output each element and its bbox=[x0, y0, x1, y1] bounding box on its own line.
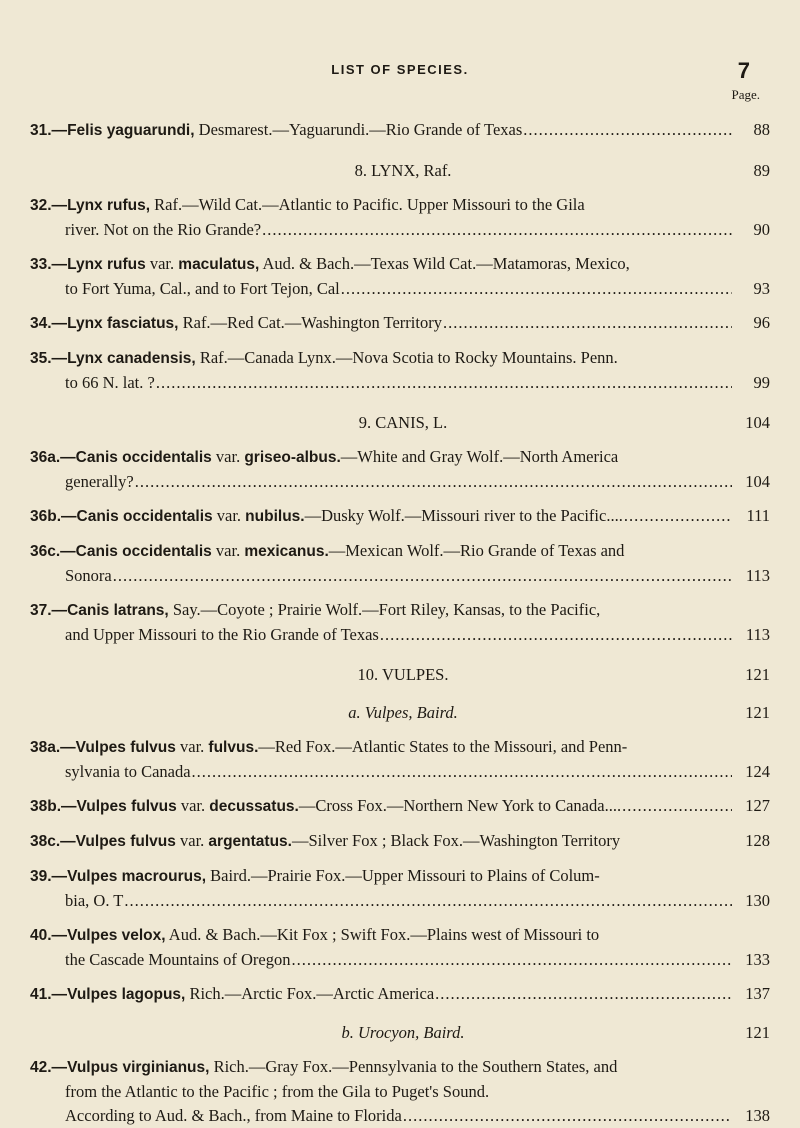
variety-name: nubilus. bbox=[245, 508, 305, 525]
species-number: 32.— bbox=[30, 197, 68, 214]
species-entry bbox=[30, 346, 770, 395]
variety-name: maculatus, bbox=[178, 256, 260, 273]
scientific-name: Canis occidentalis bbox=[75, 543, 212, 560]
entry-description: Raf.—Canada Lynx.—Nova Scotia to Rocky Mountains. Penn. bbox=[195, 348, 618, 367]
entry-line bbox=[30, 598, 770, 623]
leader-dots bbox=[341, 277, 732, 301]
leader-dots bbox=[113, 564, 732, 588]
species-number: 38a.— bbox=[30, 739, 76, 756]
leader-dots bbox=[403, 1104, 732, 1128]
entry-description: Raf.—Wild Cat.—Atlantic to Pacific. Upper Missouri to the Gila bbox=[150, 195, 585, 214]
entry-line bbox=[30, 923, 770, 948]
scientific-name: Canis occidentalis bbox=[75, 449, 212, 466]
entry-line bbox=[30, 564, 770, 588]
species-entry bbox=[30, 193, 770, 242]
entry-description: —Dusky Wolf.—Missouri river to the Pacific.... bbox=[304, 506, 623, 525]
heading-label: a. Vulpes, Baird. bbox=[348, 703, 458, 722]
page-ref: 133 bbox=[745, 950, 770, 969]
entry-description: Aud. & Bach.—Texas Wild Cat.—Matamoras, Mexico, bbox=[259, 254, 630, 273]
variety-name: griseo-albus. bbox=[244, 449, 341, 466]
entry-line bbox=[30, 118, 770, 143]
entry-text bbox=[65, 623, 379, 647]
page-ref: 128 bbox=[745, 831, 770, 850]
genus-heading bbox=[30, 159, 770, 183]
entry-description: bia, O. T bbox=[65, 891, 124, 910]
species-number: 40.— bbox=[30, 927, 68, 944]
heading-label: 8. LYNX, Raf. bbox=[354, 161, 452, 180]
page-ref: 121 bbox=[745, 1023, 770, 1042]
page-column-label: Page. bbox=[731, 87, 760, 102]
species-entry bbox=[30, 311, 770, 336]
scientific-name: Canis occidentalis bbox=[76, 508, 213, 525]
leader-dots bbox=[622, 794, 732, 818]
entry-text bbox=[65, 218, 261, 242]
species-number: 36a.— bbox=[30, 449, 76, 466]
leader-dots bbox=[624, 504, 732, 528]
entry-description: —Cross Fox.—Northern New York to Canada.... bbox=[298, 796, 622, 815]
entry-line bbox=[30, 948, 770, 972]
page-ref: 130 bbox=[745, 891, 770, 910]
genus-heading bbox=[30, 663, 770, 687]
species-number: 36c.— bbox=[30, 543, 76, 560]
entry-description: sylvania to Canada bbox=[65, 762, 191, 781]
page-ref: 111 bbox=[746, 506, 770, 525]
leader-dots bbox=[380, 623, 732, 647]
variety-marker: var. bbox=[175, 831, 209, 850]
entry-line bbox=[30, 277, 770, 301]
page-number: 7 bbox=[737, 58, 750, 83]
entry-description: —Mexican Wolf.—Rio Grande of Texas and bbox=[328, 541, 625, 560]
scientific-name: Vulpes lagopus, bbox=[67, 986, 186, 1003]
heading-label: 9. CANIS, L. bbox=[358, 413, 448, 432]
species-number: 38c.— bbox=[30, 833, 76, 850]
species-number: 38b.— bbox=[30, 798, 77, 815]
entry-description: from the Atlantic to the Pacific ; from the Gila to Puget's Sound. bbox=[65, 1082, 490, 1101]
entry-description: —Red Fox.—Atlantic States to the Missouri, and Penn- bbox=[258, 737, 628, 756]
entry-text bbox=[30, 829, 620, 854]
entry-line bbox=[30, 504, 770, 529]
species-entry bbox=[30, 864, 770, 913]
species-entry bbox=[30, 445, 770, 494]
entry-description: Raf.—Red Cat.—Washington Territory bbox=[178, 313, 442, 332]
variety-marker: var. bbox=[212, 506, 246, 525]
variety-name: argentatus. bbox=[208, 833, 292, 850]
entry-description: generally? bbox=[65, 472, 134, 491]
species-entry bbox=[30, 794, 770, 819]
page-ref: 99 bbox=[753, 373, 770, 392]
entry-line bbox=[30, 760, 770, 784]
species-entry bbox=[30, 118, 770, 143]
scientific-name: Felis yaguarundi, bbox=[67, 122, 195, 139]
subgenus-heading bbox=[30, 701, 770, 725]
species-number: 31.— bbox=[30, 122, 68, 139]
variety-name: decussatus. bbox=[209, 798, 299, 815]
heading-label: b. Urocyon, Baird. bbox=[341, 1023, 465, 1042]
variety-marker: var. bbox=[175, 737, 209, 756]
species-entry bbox=[30, 735, 770, 784]
species-number: 33.— bbox=[30, 256, 68, 273]
entry-text bbox=[65, 948, 290, 972]
entry-description: According to Aud. & Bach., from Maine to Florida bbox=[65, 1106, 402, 1125]
variety-marker: var. bbox=[211, 447, 245, 466]
page-ref: 104 bbox=[745, 413, 770, 432]
entry-line bbox=[30, 864, 770, 889]
scientific-name: Lynx canadensis, bbox=[67, 350, 196, 367]
entry-text bbox=[65, 277, 340, 301]
entry-text bbox=[30, 311, 442, 336]
scientific-name: Vulpes macrourus, bbox=[67, 868, 207, 885]
species-number: 35.— bbox=[30, 350, 68, 367]
species-entry bbox=[30, 1055, 770, 1128]
leader-dots bbox=[262, 218, 732, 242]
entry-line bbox=[30, 371, 770, 395]
scientific-name: Vulpes fulvus bbox=[76, 798, 177, 815]
variety-marker: var. bbox=[145, 254, 179, 273]
entry-description: —White and Gray Wolf.—North America bbox=[340, 447, 619, 466]
leader-dots bbox=[124, 889, 732, 913]
species-number: 39.— bbox=[30, 868, 68, 885]
genus-heading bbox=[30, 411, 770, 435]
species-entry bbox=[30, 539, 770, 588]
entry-description: Rich.—Gray Fox.—Pennsylvania to the Southern States, and bbox=[209, 1057, 618, 1076]
scientific-name: Canis latrans, bbox=[67, 602, 169, 619]
scientific-name: Lynx rufus bbox=[67, 256, 146, 273]
page-ref: 96 bbox=[753, 313, 770, 332]
page-ref: 89 bbox=[753, 161, 770, 180]
entry-line bbox=[30, 539, 770, 564]
entry-line bbox=[30, 982, 770, 1007]
entry-description: the Cascade Mountains of Oregon bbox=[65, 950, 291, 969]
page-ref: 138 bbox=[745, 1106, 770, 1125]
entry-description: Say.—Coyote ; Prairie Wolf.—Fort Riley, Kansas, to the Pacific, bbox=[168, 600, 601, 619]
page-ref: 104 bbox=[745, 472, 770, 491]
variety-name: mexicanus. bbox=[244, 543, 329, 560]
entry-line bbox=[30, 470, 770, 494]
entry-text bbox=[30, 118, 522, 143]
entry-text bbox=[65, 470, 134, 494]
entry-line bbox=[30, 794, 770, 819]
entry-text bbox=[65, 889, 123, 913]
entry-line bbox=[30, 252, 770, 277]
entry-text bbox=[65, 564, 112, 588]
entry-description: Aud. & Bach.—Kit Fox ; Swift Fox.—Plains west of Missouri to bbox=[165, 925, 600, 944]
entry-line bbox=[30, 346, 770, 371]
leader-dots bbox=[443, 311, 732, 335]
heading-label: 10. VULPES. bbox=[357, 665, 449, 684]
entry-description: to 66 N. lat. ? bbox=[65, 373, 155, 392]
species-entry bbox=[30, 923, 770, 972]
page-ref: 121 bbox=[745, 665, 770, 684]
page-ref: 127 bbox=[745, 796, 770, 815]
entry-description: Baird.—Prairie Fox.—Upper Missouri to Plains of Colum- bbox=[206, 866, 600, 885]
leader-dots bbox=[291, 948, 732, 972]
running-title: LIST OF SPECIES. bbox=[331, 62, 469, 77]
entry-line bbox=[30, 445, 770, 470]
entry-line bbox=[30, 1104, 770, 1128]
species-number: 42.— bbox=[30, 1059, 68, 1076]
entry-description: Desmarest.—Yaguarundi.—Rio Grande of Texas bbox=[194, 120, 523, 139]
species-entry bbox=[30, 252, 770, 301]
page-ref: 113 bbox=[745, 625, 770, 644]
entry-line bbox=[30, 1080, 770, 1104]
species-entry bbox=[30, 982, 770, 1007]
entry-line bbox=[30, 735, 770, 760]
leader-dots bbox=[192, 760, 732, 784]
entry-line bbox=[30, 218, 770, 242]
scientific-name: Lynx fasciatus, bbox=[67, 315, 179, 332]
variety-marker: var. bbox=[176, 796, 210, 815]
species-number: 41.— bbox=[30, 986, 68, 1003]
species-entry bbox=[30, 598, 770, 647]
species-entry bbox=[30, 504, 770, 529]
entry-description: Sonora bbox=[65, 566, 112, 585]
page-ref: 124 bbox=[745, 762, 770, 781]
entry-text bbox=[65, 371, 155, 395]
scientific-name: Lynx rufus, bbox=[67, 197, 151, 214]
entry-line bbox=[30, 193, 770, 218]
scientific-name: Vulpus virginianus, bbox=[67, 1059, 210, 1076]
page-ref: 121 bbox=[745, 703, 770, 722]
leader-dots bbox=[135, 470, 732, 494]
variety-marker: var. bbox=[211, 541, 245, 560]
species-entry bbox=[30, 829, 770, 854]
entry-description: Rich.—Arctic Fox.—Arctic America bbox=[185, 984, 435, 1003]
entry-description: and Upper Missouri to the Rio Grande of Texas bbox=[65, 625, 379, 644]
page-header bbox=[0, 58, 800, 86]
entry-description: —Silver Fox ; Black Fox.—Washington Territory bbox=[291, 831, 621, 850]
entry-text bbox=[65, 760, 191, 784]
entry-line bbox=[30, 889, 770, 913]
scientific-name: Vulpes velox, bbox=[67, 927, 166, 944]
species-number: 34.— bbox=[30, 315, 68, 332]
leader-dots bbox=[523, 118, 732, 142]
page-ref: 90 bbox=[753, 220, 770, 239]
page-ref: 93 bbox=[753, 279, 770, 298]
entry-line bbox=[30, 829, 770, 854]
entry-line bbox=[30, 623, 770, 647]
entry-text bbox=[30, 982, 434, 1007]
page-ref: 137 bbox=[745, 984, 770, 1003]
page-ref: 113 bbox=[745, 566, 770, 585]
scientific-name: Vulpes fulvus bbox=[75, 739, 176, 756]
entry-description: to Fort Yuma, Cal., and to Fort Tejon, Cal bbox=[65, 279, 340, 298]
entry-line bbox=[30, 311, 770, 336]
leader-dots bbox=[435, 982, 732, 1006]
entry-line bbox=[30, 1055, 770, 1080]
scientific-name: Vulpes fulvus bbox=[75, 833, 176, 850]
leader-dots bbox=[156, 371, 732, 395]
subgenus-heading bbox=[30, 1021, 770, 1045]
species-number: 37.— bbox=[30, 602, 68, 619]
species-number: 36b.— bbox=[30, 508, 77, 525]
entry-text bbox=[30, 794, 621, 819]
entry-text bbox=[30, 504, 623, 529]
entry-text bbox=[65, 1104, 402, 1128]
page-ref: 88 bbox=[753, 120, 770, 139]
entry-description: river. Not on the Rio Grande? bbox=[65, 220, 262, 239]
variety-name: fulvus. bbox=[208, 739, 259, 756]
species-list bbox=[30, 108, 770, 1128]
